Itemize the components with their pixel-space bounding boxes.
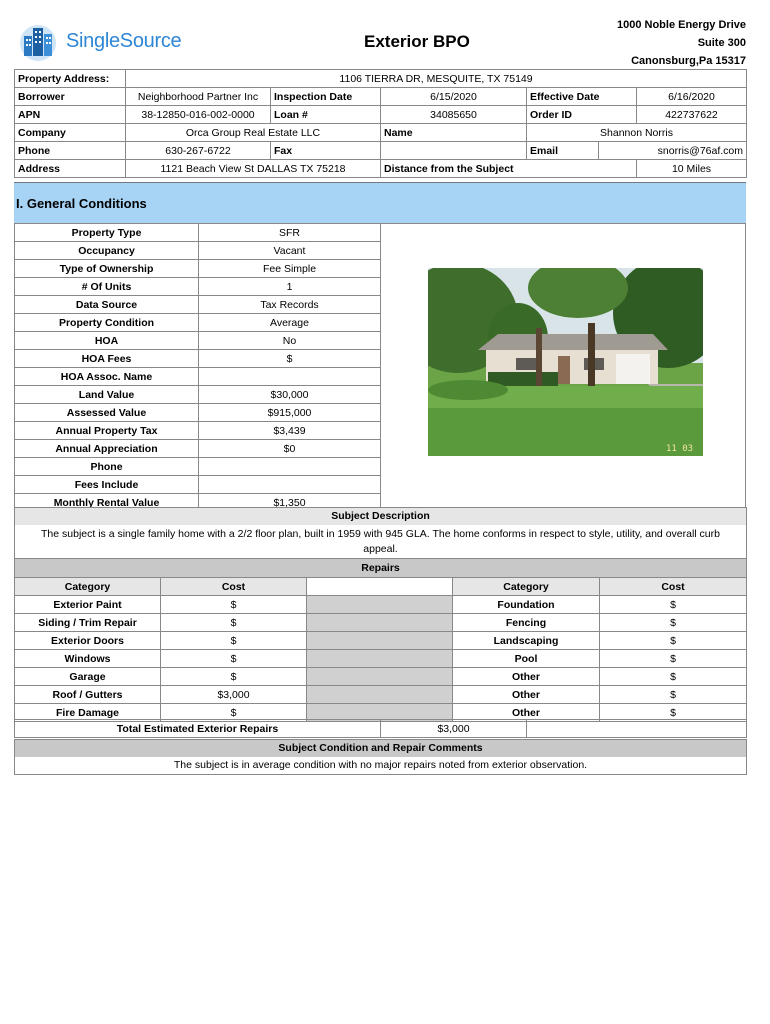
general-row-value: $1,350: [199, 494, 381, 512]
section-general-conditions: [14, 182, 746, 224]
general-row: [15, 260, 381, 278]
general-row-label: Property Condition: [15, 314, 199, 332]
repair-category: Exterior Doors: [15, 632, 161, 650]
general-row: [15, 242, 381, 260]
total-repairs-label: Total Estimated Exterior Repairs: [15, 720, 381, 738]
general-row-label: Phone: [15, 458, 199, 476]
page-title: Exterior BPO: [364, 32, 470, 51]
repair-cost: $3,000: [161, 686, 307, 704]
total-repairs-value: $3,000: [381, 720, 527, 738]
general-row-label: Property Type: [15, 224, 199, 242]
repair-cost: $: [161, 704, 307, 722]
general-row: [15, 368, 381, 386]
borrower: Neighborhood Partner Inc: [126, 88, 271, 106]
repair-spacer: [307, 650, 453, 668]
repair-cost: $: [600, 704, 747, 722]
general-row-value: $30,000: [199, 386, 381, 404]
repair-category: Landscaping: [453, 632, 600, 650]
label-effective-date: Effective Date: [527, 88, 637, 106]
subject-description-text: The subject is a single family home with a 2/2 floor plan, built in 1959 with 945 GLA. The home conforms in respect to style, utility, and overall curb appeal.: [41, 528, 720, 555]
general-row-label: HOA Fees: [15, 350, 199, 368]
repair-cost: $: [600, 614, 747, 632]
general-row: [15, 458, 381, 476]
name: Shannon Norris: [527, 124, 747, 142]
general-row-label: Annual Property Tax: [15, 422, 199, 440]
general-row-value: Fee Simple: [199, 260, 381, 278]
general-row: [15, 296, 381, 314]
repairs-row: [15, 650, 747, 668]
repair-cost: $: [161, 668, 307, 686]
repairs-table: [14, 577, 747, 722]
repairs-total-table: [14, 719, 747, 738]
general-row-label: Monthly Rental Value: [15, 494, 199, 512]
repair-cost: $: [600, 650, 747, 668]
general-row-value: [199, 458, 381, 476]
photo-date-stamp: 11 03: [666, 444, 694, 454]
comments-title: Subject Condition and Repair Comments: [15, 740, 746, 757]
label-order-id: Order ID: [527, 106, 637, 124]
repairs-col-category: Category: [453, 578, 600, 596]
repair-spacer: [307, 596, 453, 614]
general-row-label: Type of Ownership: [15, 260, 199, 278]
repairs-col-category: Category: [15, 578, 161, 596]
subject-description-title: Subject Description: [15, 508, 746, 525]
label-inspection-date: Inspection Date: [271, 88, 381, 106]
general-row-value: $3,439: [199, 422, 381, 440]
general-row-label: Annual Appreciation: [15, 440, 199, 458]
label-company: Company: [15, 124, 126, 142]
general-row: [15, 386, 381, 404]
repair-cost: $: [161, 596, 307, 614]
general-row-label: Assessed Value: [15, 404, 199, 422]
repairs-col-cost: Cost: [161, 578, 307, 596]
label-address: Address: [15, 160, 126, 178]
label-name: Name: [381, 124, 527, 142]
general-row-label: Occupancy: [15, 242, 199, 260]
repair-cost: $: [600, 596, 747, 614]
repair-cost: $: [600, 632, 747, 650]
general-row-label: HOA: [15, 332, 199, 350]
general-row: [15, 476, 381, 494]
general-row: [15, 440, 381, 458]
subject-description-block: [14, 507, 747, 561]
general-row-value: Vacant: [199, 242, 381, 260]
repair-category: Other: [453, 686, 600, 704]
label-apn: APN: [15, 106, 126, 124]
general-row-label: Fees Include: [15, 476, 199, 494]
label-loan: Loan #: [271, 106, 381, 124]
general-row: [15, 404, 381, 422]
label-phone: Phone: [15, 142, 126, 160]
general-row-value: SFR: [199, 224, 381, 242]
general-row-value: Tax Records: [199, 296, 381, 314]
label-distance: Distance from the Subject: [381, 160, 637, 178]
repair-cost: $: [600, 668, 747, 686]
effective-date: 6/16/2020: [637, 88, 747, 106]
repair-spacer: [307, 686, 453, 704]
label-borrower: Borrower: [15, 88, 126, 106]
repair-cost: $: [161, 650, 307, 668]
general-row-value: $915,000: [199, 404, 381, 422]
loan-number: 34085650: [381, 106, 527, 124]
fax: [381, 142, 527, 160]
repair-category: Foundation: [453, 596, 600, 614]
general-row: [15, 332, 381, 350]
order-id: 422737622: [637, 106, 747, 124]
repair-spacer: [307, 614, 453, 632]
repair-category: Fencing: [453, 614, 600, 632]
repair-category: Other: [453, 668, 600, 686]
general-row-value: Average: [199, 314, 381, 332]
phone: 630-267-6722: [126, 142, 271, 160]
singlesource-logo-icon: [14, 20, 64, 62]
repair-cost: $: [161, 632, 307, 650]
general-row: [15, 314, 381, 332]
logo-text: SingleSource: [66, 30, 182, 52]
repairs-header-row: [15, 578, 747, 596]
repairs-row: [15, 614, 747, 632]
total-repairs-blank: [527, 720, 747, 738]
general-row-value: $: [199, 350, 381, 368]
general-row-value: 1: [199, 278, 381, 296]
address-line: Canonsburg,Pa 15317: [631, 55, 746, 67]
comments-block: [14, 739, 747, 775]
address-line: 1000 Noble Energy Drive: [616, 19, 746, 31]
address: 1121 Beach View St DALLAS TX 75218: [126, 160, 381, 178]
general-row-value: [199, 476, 381, 494]
repair-cost: $: [161, 614, 307, 632]
repair-cost: $: [600, 686, 747, 704]
repairs-row: [15, 686, 747, 704]
repairs-row: [15, 632, 747, 650]
repair-category: Siding / Trim Repair: [15, 614, 161, 632]
section-title: I. General Conditions: [16, 196, 147, 211]
repair-spacer: [307, 668, 453, 686]
general-row-label: HOA Assoc. Name: [15, 368, 199, 386]
general-row: [15, 422, 381, 440]
repair-category: Garage: [15, 668, 161, 686]
subject-property-photo: [428, 268, 703, 456]
repairs-row: [15, 668, 747, 686]
label-property-address: Property Address:: [15, 70, 126, 88]
general-row: [15, 224, 381, 242]
address-line: Suite 300: [697, 37, 746, 49]
property-info-table: [14, 69, 747, 178]
general-row: [15, 278, 381, 296]
company-address: [617, 16, 746, 70]
repair-category: Windows: [15, 650, 161, 668]
company: Orca Group Real Estate LLC: [126, 124, 381, 142]
repairs-title: Repairs: [14, 558, 747, 578]
repair-category: Roof / Gutters: [15, 686, 161, 704]
general-row-label: # Of Units: [15, 278, 199, 296]
property-address: 1106 TIERRA DR, MESQUITE, TX 75149: [126, 70, 747, 88]
general-row-label: Data Source: [15, 296, 199, 314]
general-row: [15, 350, 381, 368]
comments-text: The subject is in average condition with no major repairs noted from exterior observation.: [173, 759, 588, 771]
general-row-value: [199, 368, 381, 386]
repairs-col-cost: Cost: [600, 578, 747, 596]
repairs-row: [15, 596, 747, 614]
label-fax: Fax: [271, 142, 381, 160]
general-row-label: Land Value: [15, 386, 199, 404]
repair-category: Other: [453, 704, 600, 722]
distance: 10 Miles: [637, 160, 747, 178]
apn: 38-12850-016-002-0000: [126, 106, 271, 124]
repair-category: Fire Damage: [15, 704, 161, 722]
general-row-value: $0: [199, 440, 381, 458]
repairs-col-spacer: [307, 578, 453, 596]
email: snorris@76af.com: [599, 142, 747, 160]
inspection-date: 6/15/2020: [381, 88, 527, 106]
label-email: Email: [527, 142, 599, 160]
general-conditions-table: [14, 223, 381, 512]
general-row-value: No: [199, 332, 381, 350]
repair-spacer: [307, 632, 453, 650]
repair-category: Exterior Paint: [15, 596, 161, 614]
repair-category: Pool: [453, 650, 600, 668]
